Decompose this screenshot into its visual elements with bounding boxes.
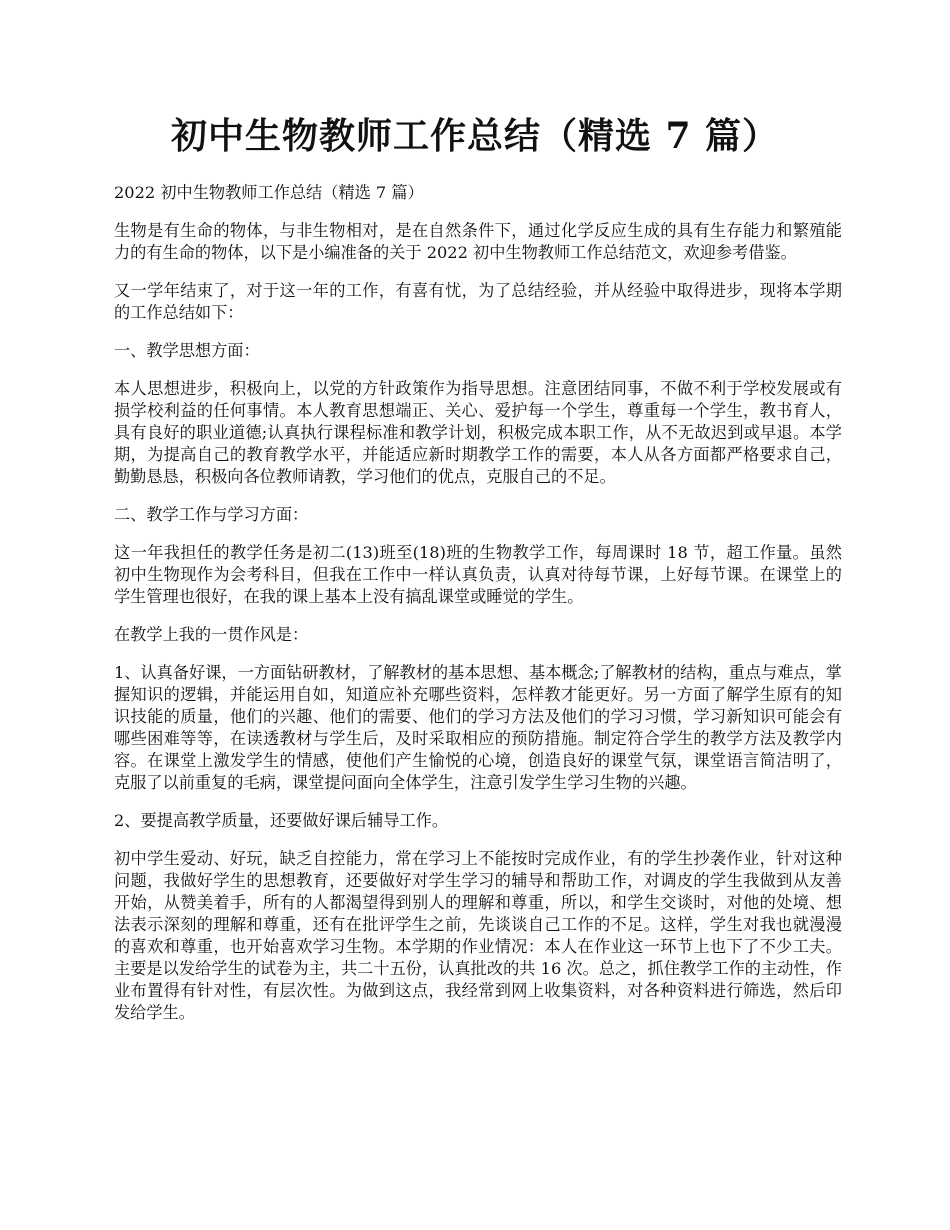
intro-paragraph: 生物是有生命的物体，与非生物相对，是在自然条件下，通过化学反应生成的具有生存能力和繁殖能力的有生命的物体，以下是小编准备的关于 2022 初中生物教师工作总结范文，欢迎参考借鉴。 bbox=[114, 221, 842, 262]
tutoring-paragraph: 初中学生爱动、好玩，缺乏自控能力，常在学习上不能按时完成作业，有的学生抄袭作业，针对这种问题，我做好学生的思想教育，还要做好对学生学习的辅导和帮助工作，对调皮的学生我做到从友善开始，从赞美着手，所有的人都渴望得到别人的理解和尊重，所以，和学生交谈时，对他的处境、想法表示深刻的理解和尊重，还有在批评学生之前，先谈谈自己工作的不足。这样，学生对我也就漫漫的喜欢和尊重，也开始喜欢学习生物。本学期的作业情况：本人在作业这一环节上也下了不少工夫。主要是以发给学生的试卷为主，共二十五份，认真批改的共 16 次。总之，抓住教学工作的主动性，作业布置得有针对性，有层次性。为做到这点，我经常到网上收集资料，对各种资料进行筛选，然后印发给学生。 bbox=[114, 849, 842, 1022]
tutoring-heading: 2、要提高教学质量，还要做好课后辅导工作。 bbox=[114, 811, 449, 830]
opening-paragraph: 又一学年结束了，对于这一年的工作，有喜有忧，为了总结经验，并从经验中取得进步，现将本学期的工作总结如下： bbox=[114, 281, 842, 322]
lesson-prep-paragraph: 1、认真备好课，一方面钻研教材，了解教材的基本思想、基本概念;了解教材的结构，重点与难点，掌握知识的逻辑，并能运用自如，知道应补充哪些资料，怎样教才能更好。另一方面了解学生原有的知识技能的质量，他们的兴趣、他们的需要、他们的学习方法及他们的学习习惯，学习新知识可能会有哪些困难等等，在读透教材与学生后，及时采取相应的预防措施。制定符合学生的教学方法及教学内容。在课堂上激发学生的情感，使他们产生愉悦的心境，创造良好的课堂气氛，课堂语言简洁明了，克服了以前重复的毛病，课堂提问面向全体学生，注意引发学生学习生物的兴趣。 bbox=[114, 663, 842, 792]
document-body bbox=[114, 182, 842, 1040]
teaching-style-heading: 在教学上我的一贯作风是： bbox=[114, 625, 309, 644]
section-heading-teaching-work: 二、教学工作与学习方面： bbox=[114, 505, 309, 524]
document-title: 初中生物教师工作总结（精选 7 篇） bbox=[170, 115, 780, 157]
teaching-work-paragraph: 这一年我担任的教学任务是初二(13)班至(18)班的生物教学工作，每周课时 18 节，超工作量。虽然初中生物现作为会考科目，但我在工作中一样认真负责，认真对待每节课，上好每节课。在课堂上的学生管理也很好，在我的课上基本上没有搞乱课堂或睡觉的学生。 bbox=[114, 543, 842, 606]
subtitle-paragraph: 2022 初中生物教师工作总结（精选 7 篇） bbox=[114, 183, 424, 202]
section-heading-teaching-thought: 一、教学思想方面： bbox=[114, 341, 260, 360]
teaching-thought-paragraph: 本人思想进步，积极向上，以党的方针政策作为指导思想。注意团结同事，不做不利于学校发展或有损学校利益的任何事情。本人教育思想端正、关心、爱护每一个学生，尊重每一个学生，教书育人，具有良好的职业道德;认真执行课程标准和教学计划，积极完成本职工作，从不无故迟到或早退。本学期，为提高自己的教育教学水平，并能适应新时期教学工作的需要，本人从各方面都严格要求自己，勤勤恳恳，积极向各位教师请教，学习他们的优点，克服自己的不足。 bbox=[114, 379, 842, 486]
